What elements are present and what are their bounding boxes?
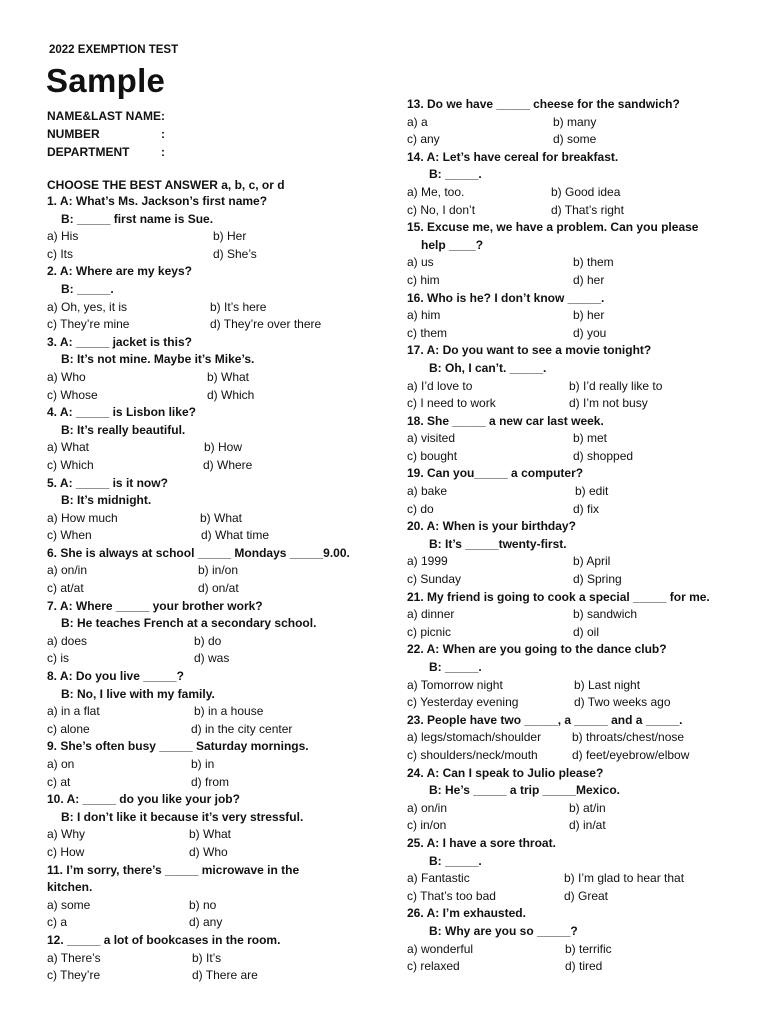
answer-row bbox=[47, 439, 397, 457]
question-continuation: B: _____. bbox=[429, 167, 482, 182]
answer-option[interactable]: c) That’s too bad bbox=[407, 888, 496, 903]
question-text: 14. A: Let’s have cereal for breakfast. bbox=[407, 149, 619, 164]
answer-row bbox=[47, 562, 397, 580]
question-continuation: B: _____. bbox=[61, 281, 114, 296]
answer-option[interactable]: a) 1999 bbox=[407, 554, 448, 569]
answer-row bbox=[47, 316, 397, 334]
answer-row bbox=[407, 254, 757, 272]
answer-row bbox=[407, 571, 757, 589]
answer-option[interactable]: b) do bbox=[194, 633, 222, 648]
answer-option[interactable]: b) terrific bbox=[565, 941, 612, 956]
question-block bbox=[407, 835, 757, 905]
number-field bbox=[47, 125, 165, 143]
answer-row bbox=[47, 369, 397, 387]
answer-option[interactable]: c) any bbox=[407, 132, 440, 147]
answer-row bbox=[407, 677, 757, 695]
answer-option[interactable]: a) does bbox=[47, 633, 88, 648]
answer-option[interactable]: b) It’s here bbox=[210, 299, 267, 314]
answer-option[interactable]: b) in a house bbox=[194, 704, 264, 719]
answer-option[interactable]: d) on/at bbox=[198, 581, 239, 596]
answer-option[interactable]: b) How bbox=[204, 440, 243, 455]
answer-option[interactable]: c) I need to work bbox=[407, 396, 496, 411]
answer-option[interactable]: d) in the city center bbox=[191, 721, 293, 736]
answer-row bbox=[407, 395, 757, 413]
answer-option[interactable]: b) at/in bbox=[569, 800, 606, 815]
answer-option[interactable]: d) from bbox=[191, 774, 230, 789]
answer-row bbox=[407, 958, 757, 976]
answer-option[interactable]: b) What bbox=[200, 510, 243, 525]
answer-row bbox=[47, 756, 397, 774]
answer-option[interactable]: c) bought bbox=[407, 448, 458, 463]
question-continuation: B: _____ first name is Sue. bbox=[61, 211, 214, 226]
question-block bbox=[47, 334, 397, 404]
answer-option[interactable]: a) I’d love to bbox=[407, 378, 473, 393]
question-continuation: B: It’s really beautiful. bbox=[61, 422, 186, 437]
answer-option[interactable]: a) How much bbox=[47, 510, 118, 525]
answer-row bbox=[47, 246, 397, 264]
answer-option[interactable]: c) in/on bbox=[407, 818, 447, 833]
answer-option[interactable]: a) on bbox=[47, 757, 75, 771]
question-block bbox=[47, 263, 397, 333]
question-block bbox=[407, 149, 757, 219]
answer-option[interactable]: c) shoulders/neck/mouth bbox=[407, 747, 538, 762]
answer-option[interactable]: d) feet/eyebrow/elbow bbox=[572, 747, 690, 762]
answer-option[interactable]: a) visited bbox=[407, 431, 456, 446]
page-title: Sample bbox=[46, 62, 166, 99]
answer-option[interactable]: a) on/in bbox=[47, 563, 88, 578]
answer-option[interactable]: a) bake bbox=[407, 484, 448, 499]
left-column bbox=[47, 193, 397, 985]
question-continuation: B: It’s midnight. bbox=[61, 493, 152, 508]
answer-option[interactable]: d) her bbox=[573, 272, 605, 287]
answer-option[interactable]: b) edit bbox=[575, 484, 609, 499]
answer-option[interactable]: c) picnic bbox=[407, 624, 452, 639]
answer-option[interactable]: d) fix bbox=[573, 501, 600, 516]
question-text: 2. A: Where are my keys? bbox=[47, 264, 192, 279]
answer-option[interactable]: b) her bbox=[573, 308, 605, 323]
answer-row bbox=[47, 703, 397, 721]
answer-row bbox=[47, 650, 397, 668]
answer-option[interactable]: b) met bbox=[573, 431, 608, 446]
answer-option[interactable]: b) throats/chest/nose bbox=[572, 730, 685, 745]
question-block bbox=[47, 598, 397, 668]
answer-option[interactable]: b) April bbox=[573, 554, 611, 569]
answer-option[interactable]: d) some bbox=[553, 132, 597, 147]
question-text: 12. _____ a lot of bookcases in the room. bbox=[47, 932, 281, 947]
answer-option[interactable]: b) It’s bbox=[192, 950, 222, 965]
answer-option[interactable]: a) some bbox=[47, 897, 91, 912]
student-info bbox=[47, 107, 165, 161]
answer-row bbox=[47, 826, 397, 844]
answer-option[interactable]: a) in a flat bbox=[47, 704, 100, 719]
answer-row bbox=[47, 527, 397, 545]
answer-row bbox=[407, 272, 757, 290]
answer-option[interactable]: c) Which bbox=[47, 457, 94, 472]
field-colon: : bbox=[161, 145, 165, 159]
question-text: 1. A: What’s Ms. Jackson’s first name? bbox=[47, 194, 268, 208]
question-text: 8. A: Do you live _____? bbox=[47, 669, 184, 684]
answer-option[interactable]: a) His bbox=[47, 229, 79, 244]
answer-option[interactable]: a) him bbox=[407, 308, 441, 323]
question-continuation: help ____? bbox=[421, 237, 484, 252]
question-text: 18. She _____ a new car last week. bbox=[407, 413, 604, 428]
answer-option[interactable]: d) Two weeks ago bbox=[574, 695, 671, 710]
question-block bbox=[47, 545, 397, 598]
answer-option[interactable]: c) How bbox=[47, 844, 85, 859]
question-block bbox=[407, 765, 757, 835]
question-continuation: B: He teaches French at a secondary school. bbox=[61, 616, 317, 631]
answer-option[interactable]: b) Her bbox=[213, 229, 247, 244]
answer-row bbox=[407, 114, 757, 132]
test-header: 2022 EXEMPTION TEST bbox=[49, 44, 179, 56]
question-block bbox=[407, 413, 757, 466]
answer-row bbox=[407, 483, 757, 501]
question-text: 10. A: _____ do you like your job? bbox=[47, 792, 240, 807]
answer-row bbox=[407, 694, 757, 712]
answer-row bbox=[407, 184, 757, 202]
answer-option[interactable]: d) was bbox=[194, 651, 230, 666]
answer-option[interactable]: d) She’s bbox=[213, 246, 257, 261]
answer-option[interactable]: d) Great bbox=[564, 888, 609, 903]
answer-option[interactable]: b) Last night bbox=[574, 677, 641, 692]
answer-row bbox=[47, 580, 397, 598]
answer-option[interactable]: c) They’re mine bbox=[47, 317, 130, 332]
answer-row bbox=[407, 325, 757, 343]
answer-option[interactable]: d) you bbox=[573, 325, 607, 340]
question-block bbox=[47, 475, 397, 545]
answer-row bbox=[407, 131, 757, 149]
answer-option[interactable]: a) wonderful bbox=[407, 941, 474, 956]
question-text: 9. She’s often busy _____ Saturday mornings. bbox=[47, 739, 309, 754]
answer-row bbox=[407, 307, 757, 325]
answer-option[interactable]: d) They’re over there bbox=[210, 317, 322, 332]
answer-option[interactable]: c) at bbox=[47, 774, 71, 789]
answer-option[interactable]: a) There’s bbox=[47, 950, 101, 965]
answer-row bbox=[407, 606, 757, 624]
question-text: 3. A: _____ jacket is this? bbox=[47, 334, 192, 349]
answer-option[interactable]: a) Who bbox=[47, 369, 86, 384]
question-block bbox=[47, 738, 397, 791]
question-continuation: B: No, I live with my family. bbox=[61, 686, 215, 701]
answer-row bbox=[407, 817, 757, 835]
name-field bbox=[47, 107, 165, 125]
answer-option[interactable]: a) Fantastic bbox=[407, 871, 470, 886]
answer-option[interactable]: d) Which bbox=[207, 387, 255, 402]
answer-option[interactable]: d) shopped bbox=[573, 448, 634, 463]
question-continuation: B: He’s _____ a trip _____Mexico. bbox=[429, 783, 620, 798]
answer-option[interactable]: c) Whose bbox=[47, 387, 98, 402]
question-text: 11. I’m sorry, there’s _____ microwave in the bbox=[47, 862, 300, 877]
question-text: 23. People have two _____, a _____ and a _____. bbox=[407, 712, 683, 727]
answer-option[interactable]: b) I’m glad to hear that bbox=[564, 871, 685, 886]
answer-option[interactable]: c) them bbox=[407, 325, 448, 340]
answer-option[interactable]: a) Me, too. bbox=[407, 184, 465, 199]
answer-row bbox=[47, 844, 397, 862]
question-text: 13. Do we have _____ cheese for the sandwich? bbox=[407, 97, 680, 111]
answer-row bbox=[407, 800, 757, 818]
question-block bbox=[47, 668, 397, 738]
answer-option[interactable]: c) at/at bbox=[47, 581, 84, 596]
right-column bbox=[407, 96, 757, 976]
answer-option[interactable]: a) Why bbox=[47, 827, 86, 842]
question-text: 4. A: _____ is Lisbon like? bbox=[47, 405, 196, 420]
answer-row bbox=[47, 721, 397, 739]
question-block bbox=[407, 219, 757, 289]
answer-row bbox=[407, 870, 757, 888]
question-block bbox=[407, 641, 757, 711]
answer-option[interactable]: a) dinner bbox=[407, 607, 455, 622]
answer-row bbox=[407, 501, 757, 519]
question-block bbox=[47, 791, 397, 861]
question-continuation: kitchen. bbox=[47, 880, 93, 895]
answer-row bbox=[47, 967, 397, 985]
answer-row bbox=[407, 448, 757, 466]
answer-option[interactable]: c) him bbox=[407, 272, 440, 287]
answer-row bbox=[47, 897, 397, 915]
answer-option[interactable]: b) in bbox=[191, 757, 215, 771]
question-text: 17. A: Do you want to see a movie tonight? bbox=[407, 343, 652, 358]
answer-option[interactable]: d) Who bbox=[189, 844, 228, 859]
answer-row bbox=[47, 228, 397, 246]
question-block bbox=[407, 589, 757, 642]
instructions: CHOOSE THE BEST ANSWER a, b, c, or d bbox=[47, 178, 285, 192]
field-label: NAME&LAST NAME: bbox=[47, 109, 165, 123]
answer-option[interactable]: a) Oh, yes, it is bbox=[47, 299, 128, 314]
answer-row bbox=[407, 729, 757, 747]
question-block bbox=[407, 290, 757, 343]
question-block bbox=[407, 96, 757, 149]
answer-option[interactable]: b) I’d really like to bbox=[569, 378, 663, 393]
answer-row bbox=[47, 774, 397, 792]
question-text: 25. A: I have a sore throat. bbox=[407, 835, 556, 850]
answer-option[interactable]: a) on/in bbox=[407, 800, 448, 815]
field-colon: : bbox=[161, 127, 165, 141]
question-text: 7. A: Where _____ your brother work? bbox=[47, 598, 263, 613]
answer-row bbox=[407, 624, 757, 642]
question-text: 21. My friend is going to cook a special _____ for me. bbox=[407, 589, 710, 604]
answer-option[interactable]: b) no bbox=[189, 897, 217, 912]
question-text: 20. A: When is your birthday? bbox=[407, 519, 576, 534]
answer-option[interactable]: c) Sunday bbox=[407, 572, 462, 587]
answer-option[interactable]: c) Yesterday evening bbox=[407, 695, 519, 710]
question-text: 15. Excuse me, we have a problem. Can you please bbox=[407, 220, 699, 235]
question-text: 6. She is always at school _____ Mondays _____9.00. bbox=[47, 545, 350, 560]
answer-option[interactable]: d) any bbox=[189, 915, 223, 930]
answer-option[interactable]: b) sandwich bbox=[573, 607, 638, 622]
question-continuation: B: It’s _____twenty-first. bbox=[429, 536, 567, 551]
answer-option[interactable]: d) That’s right bbox=[551, 202, 624, 217]
answer-option[interactable]: b) in/on bbox=[198, 563, 239, 578]
answer-row bbox=[47, 510, 397, 528]
question-text: 26. A: I’m exhausted. bbox=[407, 906, 526, 921]
answer-option[interactable]: b) them bbox=[573, 255, 614, 270]
answer-row bbox=[407, 888, 757, 906]
answer-option[interactable]: a) Tomorrow night bbox=[407, 677, 503, 692]
answer-row bbox=[47, 299, 397, 317]
answer-option[interactable]: c) They’re bbox=[47, 968, 101, 983]
answer-row bbox=[47, 950, 397, 968]
answer-option[interactable]: c) is bbox=[47, 651, 69, 666]
answer-option[interactable]: b) What bbox=[189, 827, 232, 842]
question-block bbox=[47, 932, 397, 985]
question-text: 22. A: When are you going to the dance club? bbox=[407, 642, 667, 657]
answer-option[interactable]: c) When bbox=[47, 528, 92, 543]
answer-option[interactable]: d) There are bbox=[192, 968, 258, 983]
answer-option[interactable]: c) Its bbox=[47, 246, 73, 261]
question-text: 5. A: _____ is it now? bbox=[47, 475, 168, 490]
answer-option[interactable]: c) No, I don’t bbox=[407, 202, 476, 217]
answer-option[interactable]: c) a bbox=[47, 915, 68, 930]
answer-row bbox=[407, 430, 757, 448]
answer-row bbox=[407, 941, 757, 959]
answer-option[interactable]: a) What bbox=[47, 440, 90, 455]
field-label: NUMBER bbox=[47, 127, 100, 141]
answer-option[interactable]: c) do bbox=[407, 501, 434, 516]
question-continuation: B: _____. bbox=[429, 660, 482, 674]
answer-row bbox=[407, 378, 757, 396]
answer-option[interactable]: b) many bbox=[553, 114, 597, 129]
question-block bbox=[407, 905, 757, 975]
question-continuation: B: _____. bbox=[429, 853, 482, 868]
question-block bbox=[47, 193, 397, 263]
question-block bbox=[47, 404, 397, 474]
question-text: 24. A: Can I speak to Julio please? bbox=[407, 765, 604, 780]
answer-option[interactable]: a) a bbox=[407, 114, 428, 129]
answer-row bbox=[47, 633, 397, 651]
question-continuation: B: Why are you so _____? bbox=[429, 923, 578, 938]
answer-option[interactable]: d) oil bbox=[573, 624, 600, 639]
answer-option[interactable]: b) Good idea bbox=[551, 184, 621, 199]
answer-row bbox=[47, 914, 397, 932]
answer-option[interactable]: c) alone bbox=[47, 721, 90, 736]
question-block bbox=[47, 862, 397, 932]
question-continuation: B: I don’t like it because it’s very stressful. bbox=[61, 809, 304, 824]
question-block bbox=[407, 465, 757, 518]
answer-option[interactable]: d) Where bbox=[203, 457, 253, 472]
question-text: 16. Who is he? I don’t know _____. bbox=[407, 290, 605, 305]
answer-option[interactable]: d) tired bbox=[565, 959, 603, 974]
department-field bbox=[47, 143, 165, 161]
question-block bbox=[407, 712, 757, 765]
answer-option[interactable]: d) I’m not busy bbox=[569, 396, 648, 411]
answer-option[interactable]: c) relaxed bbox=[407, 959, 460, 974]
answer-option[interactable]: d) Spring bbox=[573, 572, 622, 587]
question-continuation: B: Oh, I can’t. _____. bbox=[429, 360, 547, 375]
question-text: 19. Can you_____ a computer? bbox=[407, 466, 584, 481]
field-label: DEPARTMENT bbox=[47, 145, 130, 159]
answer-row bbox=[407, 553, 757, 571]
answer-option[interactable]: a) legs/stomach/shoulder bbox=[407, 730, 542, 745]
question-continuation: B: It’s not mine. Maybe it’s Mike’s. bbox=[61, 352, 255, 367]
answer-option[interactable]: d) in/at bbox=[569, 818, 606, 833]
answer-option[interactable]: a) us bbox=[407, 255, 434, 270]
answer-option[interactable]: b) What bbox=[207, 369, 250, 384]
answer-option[interactable]: d) What time bbox=[201, 528, 270, 543]
answer-row bbox=[47, 387, 397, 405]
question-block bbox=[407, 518, 757, 588]
answer-row bbox=[47, 457, 397, 475]
answer-row bbox=[407, 202, 757, 220]
question-block bbox=[407, 342, 757, 412]
answer-row bbox=[407, 747, 757, 765]
